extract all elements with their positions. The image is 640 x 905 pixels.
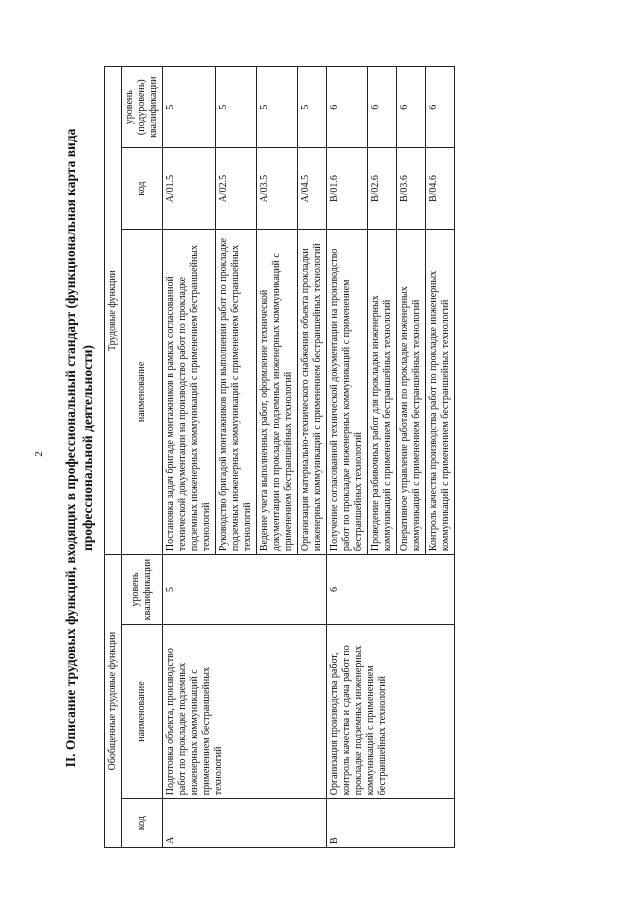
function-name: Ведение учета выполненных работ, оформление технической документации по прокладке подземных инженерных коммуникаций с применением бестраншейных технологий [257, 229, 298, 554]
function-name: Организация материально-технического снабжения объекта прокладки инженерных коммуникаций с применением бестраншейных технологий [298, 229, 327, 554]
function-code: В/03.6 [397, 148, 426, 229]
group-code: А [163, 799, 327, 848]
header-generalized: Обобщенные трудовые функции [105, 555, 122, 848]
function-name: Контроль качества производства работ по прокладке инженерных коммуникаций с применением бестраншейных технологий [426, 229, 455, 554]
function-level: 5 [298, 67, 327, 148]
function-code: В/04.6 [426, 148, 455, 229]
header-function-code: код [122, 148, 163, 229]
function-code: А/03.5 [257, 148, 298, 229]
function-level: 5 [257, 67, 298, 148]
group-name: Подготовка объекта, производство работ по прокладке подземных инженерных коммуникаций с применением бестраншейных технологий [163, 624, 327, 798]
function-name: Постановка задач бригаде монтажников в рамках согласованной технической документации на производство работ по прокладке подземных инженерных коммуникаций с применением бестраншейных технологий [163, 229, 216, 554]
functional-map-table [104, 66, 455, 848]
function-code: В/02.6 [368, 148, 397, 229]
function-name: Оперативное управление работами по прокладке инженерных коммуникаций с применением бестраншейных технологий [397, 229, 426, 554]
function-level: 6 [426, 67, 455, 148]
page-number: 2 [32, 451, 45, 457]
function-level: 5 [216, 67, 257, 148]
header-level: уровень квалификации [122, 555, 163, 625]
rotated-page-content [62, 48, 602, 848]
header-function-name: наименование [122, 229, 163, 554]
group-name: Организация производства работ, контроль качества и сдача работ по прокладке подземных инженерных коммуникаций с применением бестраншейных технологий [327, 624, 455, 798]
function-code: А/04.5 [298, 148, 327, 229]
group-level: 6 [327, 555, 455, 625]
function-name: Руководство бригадой монтажников при выполнении работ по прокладке подземных инженерных коммуникаций с применением бестраншейных технологий [216, 229, 257, 554]
group-level: 5 [163, 555, 327, 625]
function-level: 6 [397, 67, 426, 148]
function-level: 6 [327, 67, 368, 148]
function-code: В/01.6 [327, 148, 368, 229]
function-level: 5 [163, 67, 216, 148]
function-level: 6 [368, 67, 397, 148]
header-code: код [122, 799, 163, 848]
function-name: Проведение разбивочных работ для прокладки инженерных коммуникаций с применением бестраншейных технологий [368, 229, 397, 554]
header-name: наименование [122, 624, 163, 798]
table-row [163, 67, 216, 848]
header-labor: Трудовые функции [105, 67, 122, 555]
title-line-1: II. Описание трудовых функций, входящих в профессиональный стандарт (функциональная карта вида [63, 128, 78, 768]
function-code: А/02.5 [216, 148, 257, 229]
title-line-2: профессиональной деятельности) [80, 345, 95, 551]
function-code: А/01.5 [163, 148, 216, 229]
table-row [327, 67, 368, 848]
function-name: Получение согласованной технической документации на производство работ по прокладке инженерных коммуникаций с применением бестраншейных технологий [327, 229, 368, 554]
group-code: В [327, 799, 455, 848]
header-sublevel: уровень (подуровень) квалификации [122, 67, 163, 148]
section-title [62, 48, 96, 848]
